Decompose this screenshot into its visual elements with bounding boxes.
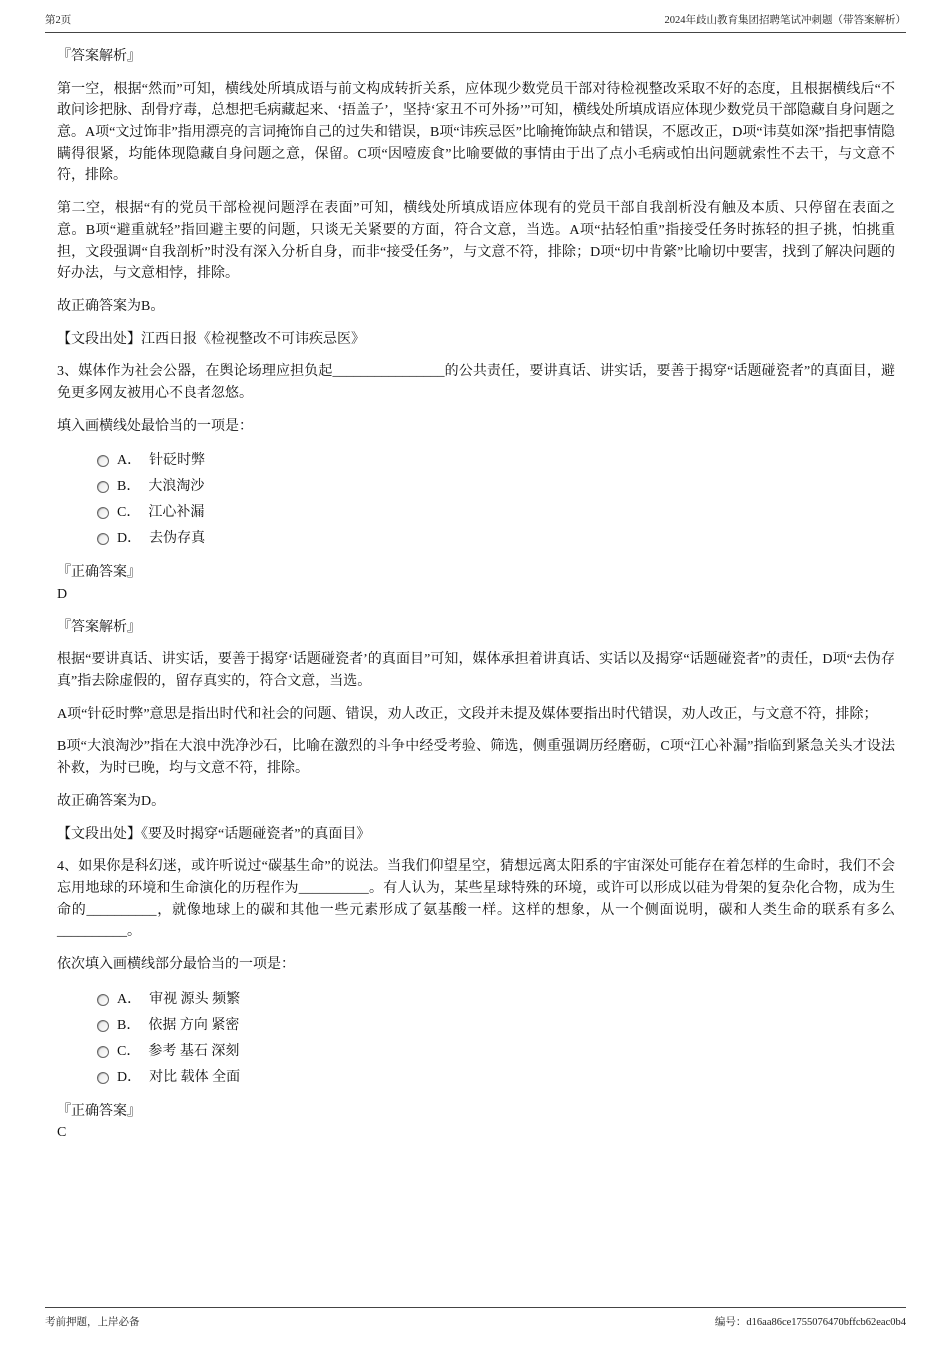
q3-analysis-paragraph-1: 根据“要讲真话、讲实话，要善于揭穿‘话题碰瓷者’的真面目”可知，媒体承担着讲真话、实话以及揭穿“话题碰瓷者”的责任，D项“去伪存真”指去除虚假的，留存真实的，符合文意，当选。 [57,652,895,690]
question3-options [57,448,895,552]
q2-analysis-paragraph-2: 第二空，根据“有的党员干部检视问题浮在表面”可知，横线处所填成语应体现有的党员干部自我剖析没有触及本质、只停留在表面之意。B项“避重就轻”指回避主要的问题，只谈无关紧要的方面，符合文意，当选。A项“拈轻怕重”指接受任务时拣轻的担子挑，怕挑重担，文段强调“自我剖析”时没有深入分析自身，而非“接受任务”，与文意不符，排除；D项“切中肯綮”比喻切中要害，找到了解决问题的好办法，与文意相悖，排除。 [57,201,895,282]
footer-slogan: 考前押题，上岸必备 [45,1317,140,1328]
page-header [45,12,906,33]
q3-option-c [97,500,895,526]
q4-option-d [97,1065,895,1091]
radio-button[interactable] [97,455,109,467]
q3-analysis-paragraph-3: B项“大浪淘沙”指在大浪中洗净沙石，比喻在激烈的斗争中经受考验、筛选，侧重强调历经磨砺，C项“江心补漏”指临到紧急关头才设法补救，为时已晚，均与文意不符，排除。 [57,739,895,777]
q2-source-line: 【文段出处】江西日报《检视整改不可讳疾忌医》 [57,331,365,347]
radio-button[interactable] [97,1072,109,1084]
option-text: 江心补漏 [148,505,205,521]
option-letter: A． [117,453,142,469]
question4-options [57,987,895,1091]
option-letter: C． [117,1043,141,1059]
option-letter: B． [117,479,141,495]
option-text: 依据 方向 紧密 [148,1017,240,1033]
q3-analysis-label: 『答案解析』 [57,619,141,635]
question3-prompt: 填入画横线处最恰当的一项是： [57,418,253,434]
question4-prompt: 依次填入画横线部分最恰当的一项是： [57,956,295,972]
q4-option-c [97,1039,895,1065]
q4-correct-answer: C [57,1125,67,1141]
option-text: 审视 源头 频繁 [149,991,241,1007]
option-letter: A． [117,991,142,1007]
q3-answer-statement: 故正确答案为D。 [57,793,166,809]
q4-option-b [97,1013,895,1039]
q3-correct-answer: D [57,587,68,602]
q3-option-d [97,526,895,552]
radio-button[interactable] [97,994,109,1006]
option-letter: D． [117,1069,142,1085]
question4-stem: 4、如果你是科幻迷，或许听说过“碳基生命”的说法。当我们仰望星空，猜想远离太阳系的宇宙深处可能存在着怎样的生命时，我们不会忘用地球的环境和生命演化的历程作为__________。有人认为，某些星球特殊的环境，或许可以形成以硅为骨架的复杂化合物，成为生命的__________，就像地球上的碳和其他一些元素形成了氨基酸一样。这样的想象，从一个侧面说明，碳和人类生命的联系有多么__________。 [57,859,895,940]
header-doc-title: 2024年歧山教育集团招聘笔试冲刺题（带答案解析） [664,15,906,26]
radio-button[interactable] [97,1046,109,1058]
q2-analysis-paragraph-1: 第一空，根据“然而”可知，横线处所填成语与前文构成转折关系，应体现少数党员干部对待检视整改采取不好的态度，且根据横线后“不敢问诊把脉、刮骨疗毒，总想把毛病藏起来、‘捂盖子’，坚持‘家丑不可外扬’”可知，横线处所填成语应体现少数党员干部隐藏自身问题之意。A项“文过饰非”指用漂亮的言词掩饰自己的过失和错误，B项“讳疾忌医”比喻掩饰缺点和错误，不愿改正，D项“讳莫如深”指把事情隐瞒得很紧，均能体现隐藏自身问题之意，保留。C项“因噎废食”比喻要做的事情由于出了点小毛病或怕出问题就索性不去干，与文意不符，排除。 [57,81,895,184]
q3-correct-label: 『正确答案』 [57,565,141,581]
q4-option-a [97,987,895,1013]
footer-document-id: 编号：d16aa86ce1755076470bffcb62eac0b4 [714,1317,906,1328]
option-text: 大浪淘沙 [148,479,205,495]
radio-button[interactable] [97,507,109,519]
option-letter: D． [117,531,142,547]
option-text: 针砭时弊 [149,453,206,469]
header-page-number: 第2页 [45,15,72,26]
option-letter: C． [117,505,141,521]
radio-button[interactable] [97,533,109,545]
q3-source-line: 【文段出处】《要及时揭穿“话题碰瓷者”的真面目》 [57,826,371,842]
option-text: 参考 基石 深刻 [148,1043,240,1059]
q2-answer-statement: 故正确答案为B。 [57,298,165,314]
option-letter: B． [117,1017,141,1033]
q3-analysis-paragraph-2: A项“针砭时弊”意思是指出时代和社会的问题、错误，劝人改正，文段并未提及媒体要指出时代错误，劝人改正，与文意不符，排除； [57,706,878,722]
q3-option-a [97,448,895,474]
radio-button[interactable] [97,481,109,493]
radio-button[interactable] [97,1020,109,1032]
page-footer [45,1307,906,1329]
q2-analysis-label: 『答案解析』 [57,49,141,64]
document-content [57,46,895,1155]
q4-correct-label: 『正确答案』 [57,1103,141,1119]
q3-option-b [97,474,895,500]
option-text: 对比 载体 全面 [149,1069,241,1085]
option-text: 去伪存真 [149,531,206,547]
question3-stem: 3、媒体作为社会公器，在舆论场理应担负起________________的公共责任，要讲真话、讲实话，要善于揭穿“话题碰瓷者”的真面目，避免更多网友被用心不良者忽悠。 [57,364,895,401]
